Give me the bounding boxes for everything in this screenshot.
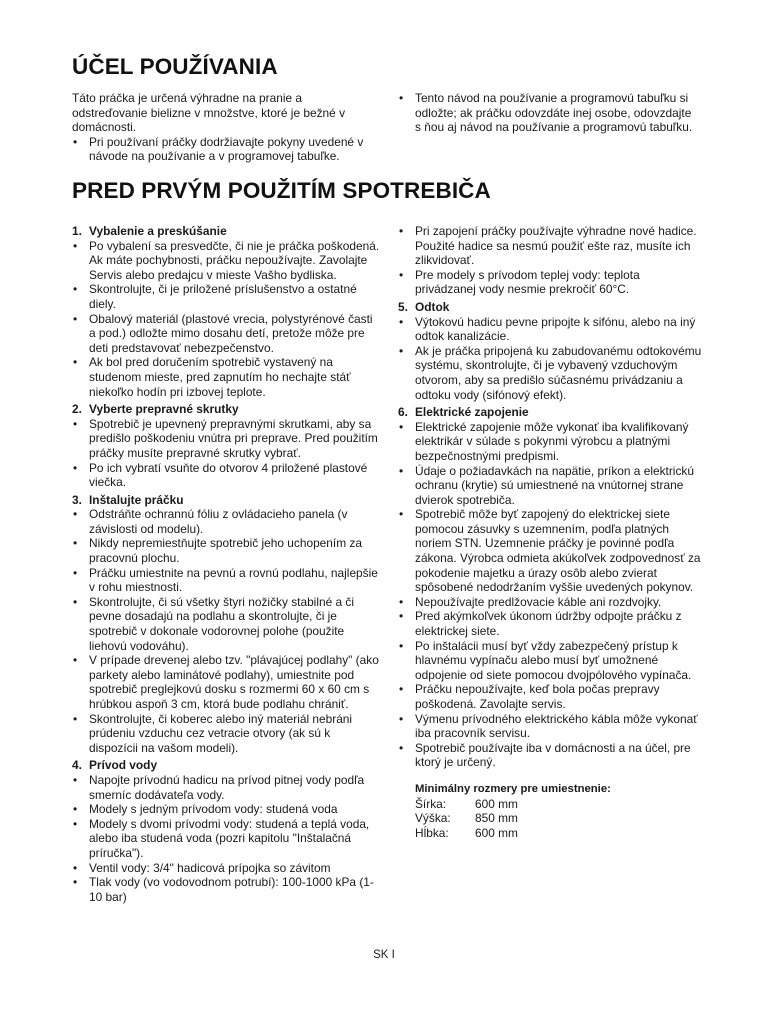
- section-title: Odtok: [415, 299, 450, 314]
- list-item: • Nepoužívajte predlžovacie káble ani rozdvojky.: [398, 595, 703, 610]
- dimension-row: [415, 811, 703, 826]
- list-item: • Po vybalení sa presvedčte, či nie je práčka poškodená. Ak máte pochybnosti, práčku nepoužívajte. Zavolajte Servis alebo predajcu v mieste Vašho bydliska.: [72, 239, 382, 283]
- section-number: 4.: [72, 758, 82, 773]
- purpose-left-column: [72, 91, 372, 164]
- list-item: • Skontrolujte, či koberec alebo iný materiál nebráni prúdeniu vzduchu cez vetracie otvory (ak sú k dispozícii na vašom modeli).: [72, 712, 382, 756]
- list-item: • Po ich vybratí vsuňte do otvorov 4 priložené plastové viečka.: [72, 461, 382, 490]
- list-item: • Údaje o požiadavkách na napätie, príkon a elektrickú ochranu (krytie) sú umiestnené na vnútornej strane dvierok spotrebiča.: [398, 464, 703, 508]
- list-item: • Nikdy nepremiestňujte spotrebič jeho uchopením za pracovnú plochu.: [72, 536, 382, 565]
- list-item: • Napojte prívodnú hadicu na prívod pitnej vody podľa smerníc dodávateľa vody.: [72, 773, 382, 802]
- list-item: • Pred akýmkoľvek úkonom údržby odpojte práčku z elektrickej siete.: [398, 609, 703, 638]
- list-item: • Skontrolujte, či je priložené príslušenstvo a ostatné diely.: [72, 282, 382, 311]
- list-item: • Po inštalácii musí byť vždy zabezpečený prístup k hlavnému vypínaču alebo musí byť umožnené odpojenie od siete pomocou dvojpólového vypínača.: [398, 639, 703, 683]
- dimension-label: Výška:: [415, 811, 451, 826]
- section-number: 5.: [398, 299, 408, 314]
- section-title: Prívod vody: [89, 758, 158, 773]
- section-6-heading: [398, 405, 703, 420]
- section-2-heading: [72, 402, 382, 417]
- dimensions-block: [398, 782, 703, 840]
- list-item: • Tlak vody (vo vodovodnom potrubí): 100-1000 kPa (1-10 bar): [72, 875, 382, 904]
- list-item: • Práčku nepoužívajte, keď bola počas prepravy poškodená. Zavolajte servis.: [398, 682, 703, 711]
- list-item: • Ventil vody: 3/4" hadicová prípojka so závitom: [72, 861, 382, 876]
- list-item: • Modely s jedným prívodom vody: studená voda: [72, 802, 382, 817]
- list-item: • Pri používaní práčky dodržiavajte pokyny uvedené v návode na používanie a v programovej tabuľke.: [72, 135, 372, 164]
- dimension-value: 850 mm: [475, 811, 518, 826]
- dimension-value: 600 mm: [475, 796, 518, 811]
- list-item: • Práčku umiestnite na pevnú a rovnú podlahu, najlepšie v rohu miestnosti.: [72, 566, 382, 595]
- section-title: Elektrické zapojenie: [415, 405, 529, 420]
- list-item: • Tento návod na používanie a programovú tabuľku si odložte; ak práčku odovzdáte inej osobe, odovzdajte s ňou aj návod na používanie a programovú tabuľku.: [398, 91, 698, 135]
- section-4-heading: [72, 758, 382, 773]
- page-footer: SK I: [373, 949, 395, 961]
- dimension-row: [415, 797, 703, 812]
- dimension-label: Hĺbka:: [415, 825, 449, 840]
- purpose-right-column: [398, 91, 698, 135]
- section-number: 6.: [398, 405, 408, 420]
- dimension-label: Šírka:: [415, 796, 447, 811]
- list-item: • Pre modely s prívodom teplej vody: teplota privádzanej vody nesmie prekročiť 60°C.: [398, 268, 703, 297]
- section-title: Inštalujte práčku: [89, 492, 184, 507]
- list-item: • Ak bol pred doručením spotrebič vystavený na studenom mieste, pred zapnutím ho nechajte stáť niekoľko hodín pri izbovej teplote.: [72, 355, 382, 399]
- list-item: • Spotrebič je upevnený prepravnými skrutkami, aby sa predišlo poškodeniu vnútra pri preprave. Pred použitím práčky musíte prepravné skrutky vybrať.: [72, 417, 382, 461]
- right-column: [398, 224, 703, 840]
- list-item: • V prípade drevenej alebo tzv. "plávajúcej podlahy" (ako parkety alebo laminátové podlahy), umiestnite pod spotrebič preglejkovú dosku s rozmermi 60 x 60 cm s hrúbkou aspoň 3 cm, ktorá bude podlahu chrániť.: [72, 653, 382, 711]
- section-number: 2.: [72, 402, 82, 417]
- section-number: 1.: [72, 224, 82, 238]
- purpose-intro: Táto práčka je určená výhradne na pranie a odstreďovanie bielizne v množstve, ktoré je bežné v domácnosti.: [72, 91, 346, 135]
- section-title: Vyberte prepravné skrutky: [89, 402, 239, 417]
- section-3-heading: [72, 493, 382, 508]
- section-title: Vybalenie a preskúšanie: [89, 224, 227, 238]
- list-item: • Ak je práčka pripojená ku zabudovanému odtokovému systému, skontrolujte, či je vybavený vzduchovým otvorom, aby sa predišlo súčasnému privádzaniu a odtoku vody (sifónový efekt).: [398, 344, 703, 402]
- list-item: • Výmenu prívodného elektrického kábla môže vykonať iba pracovník servisu.: [398, 712, 703, 741]
- heading-before-first-use: PRED PRVÝM POUŽITÍM SPOTREBIČA: [72, 178, 491, 203]
- heading-purpose: ÚČEL POUŽÍVANIA: [72, 54, 278, 79]
- list-item: • Modely s dvomi prívodmi vody: studená a teplá voda, alebo iba studená voda (pozri kapitolu "Inštalačná príručka").: [72, 817, 382, 861]
- list-item: • Obalový materiál (plastové vrecia, polystyrénové časti a pod.) odložte mimo dosahu detí, pretože môže pre deti predstavovať nebezpečenstvo.: [72, 312, 382, 356]
- dimension-row: [415, 826, 703, 841]
- list-item: • Skontrolujte, či sú všetky štyri nožičky stabilné a či pevne dosadajú na podlahu a skontrolujte, či je spotrebič v dokonale vodorovnej polohe (použite liehovú vodováhu).: [72, 595, 382, 653]
- dimensions-title: Minimálny rozmery pre umiestnenie:: [415, 782, 611, 795]
- list-item: • Spotrebič môže byť zapojený do elektrickej siete pomocou zásuvky s uzemnením, podľa platných noriem STN. Uzemnenie práčky je povinné podľa zákona. Výrobca odmieta akúkoľvek zodpovednosť za pokodenie majetku a úrazy osôb alebo zvierat spôsobené nedodržaním vyššie uvedených pokynov.: [398, 507, 703, 595]
- list-item: • Elektrické zapojenie môže vykonať iba kvalifikovaný elektrikár v súlade s pokynmi výrobcu a platnými bezpečnostnými predpismi.: [398, 420, 703, 464]
- list-item: • Pri zapojení práčky používajte výhradne nové hadice. Použité hadice sa nesmú použiť ešte raz, musíte ich zlikvidovať.: [398, 224, 703, 268]
- section-number: 3.: [72, 492, 82, 507]
- list-item: • Výtokovú hadicu pevne pripojte k sifónu, alebo na iný odtok kanalizácie.: [398, 315, 703, 344]
- dimension-value: 600 mm: [475, 825, 518, 840]
- section-5-heading: [398, 300, 703, 315]
- list-item: • Spotrebič používajte iba v domácnosti a na účel, pre ktorý je určený.: [398, 741, 703, 770]
- section-1-heading: [72, 224, 382, 239]
- left-column: [72, 224, 382, 904]
- list-item: • Odstráňte ochrannú fóliu z ovládacieho panela (v závislosti od modelu).: [72, 507, 382, 536]
